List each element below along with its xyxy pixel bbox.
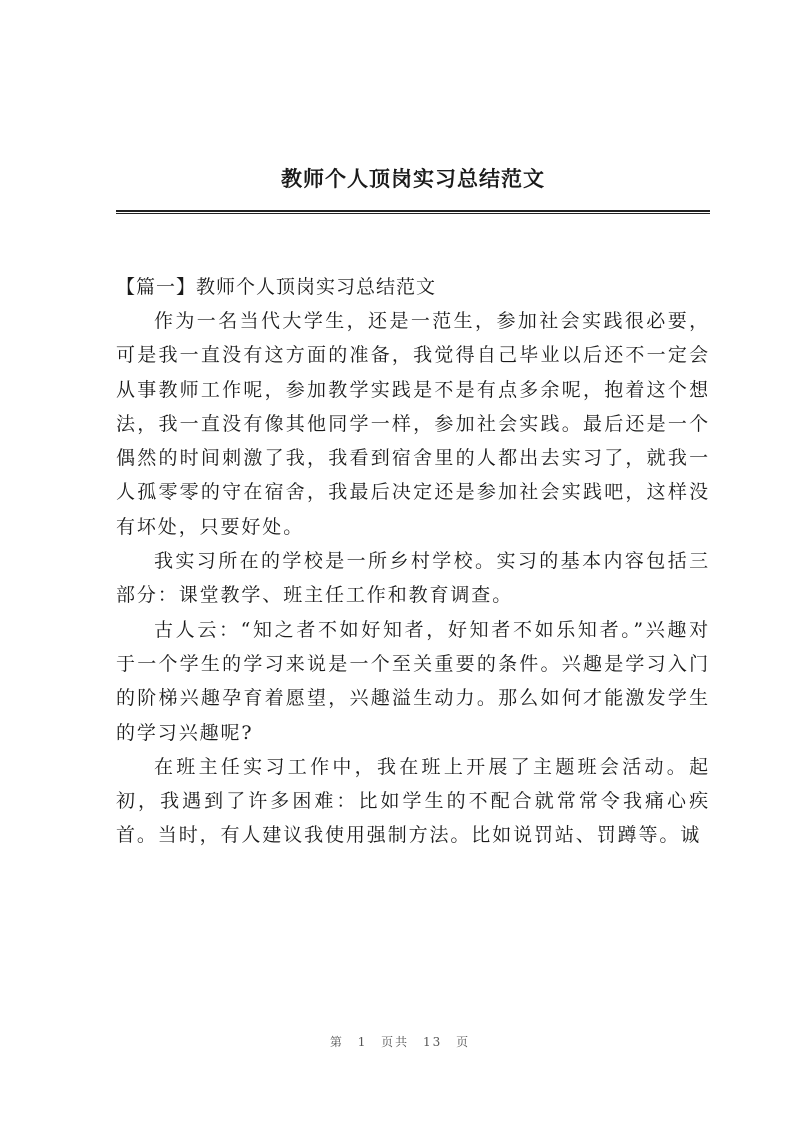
page-title: 教师个人顶岗实习总结范文 <box>281 166 545 191</box>
document-body <box>116 270 710 853</box>
paragraph-4: 在班主任实习工作中，我在班上开展了主题班会活动。起初，我遇到了许多困难：比如学生的不配合就常常令我痛心疾首。当时，有人建议我使用强制方法。比如说罚站、罚蹲等。诚 <box>116 755 710 847</box>
title-divider <box>116 210 710 214</box>
footer-page-of: 页共 <box>381 1035 410 1049</box>
paragraph-2: 我实习所在的学校是一所乡村学校。实习的基本内容包括三部分：课堂教学、班主任工作和教育调查。 <box>116 550 710 607</box>
footer-page-suffix: 页 <box>456 1035 471 1049</box>
paragraph-1: 作为一名当代大学生，还是一范生，参加社会实践很必要，可是我一直没有这方面的准备，我觉得自己毕业以后还不一定会从事教师工作呢，参加教学实践是不是有点多余呢，抱着这个想法，我一直没有像其他同学一样，参加社会实践。最后还是一个偶然的时间刺激了我，我看到宿舍里的人都出去实习了，就我一人孤零零的守在宿舍，我最后决定还是参加社会实践吧，这样没有坏处，只要好处。 <box>116 310 710 538</box>
paragraph-3: 古人云：“知之者不如好知者，好知者不如乐知者。”兴趣对于一个学生的学习来说是一个至关重要的条件。兴趣是学习入门的阶梯兴趣孕育着愿望，兴趣溢生动力。那么如何才能激发学生的学习兴趣呢? <box>116 618 710 744</box>
footer-total-pages: 13 <box>423 1035 443 1049</box>
footer-page-word: 第 <box>329 1035 344 1049</box>
section-heading: 【篇一】教师个人顶岗实习总结范文 <box>116 276 437 298</box>
footer-page-number: 1 <box>357 1035 368 1049</box>
page-footer <box>0 1033 800 1050</box>
